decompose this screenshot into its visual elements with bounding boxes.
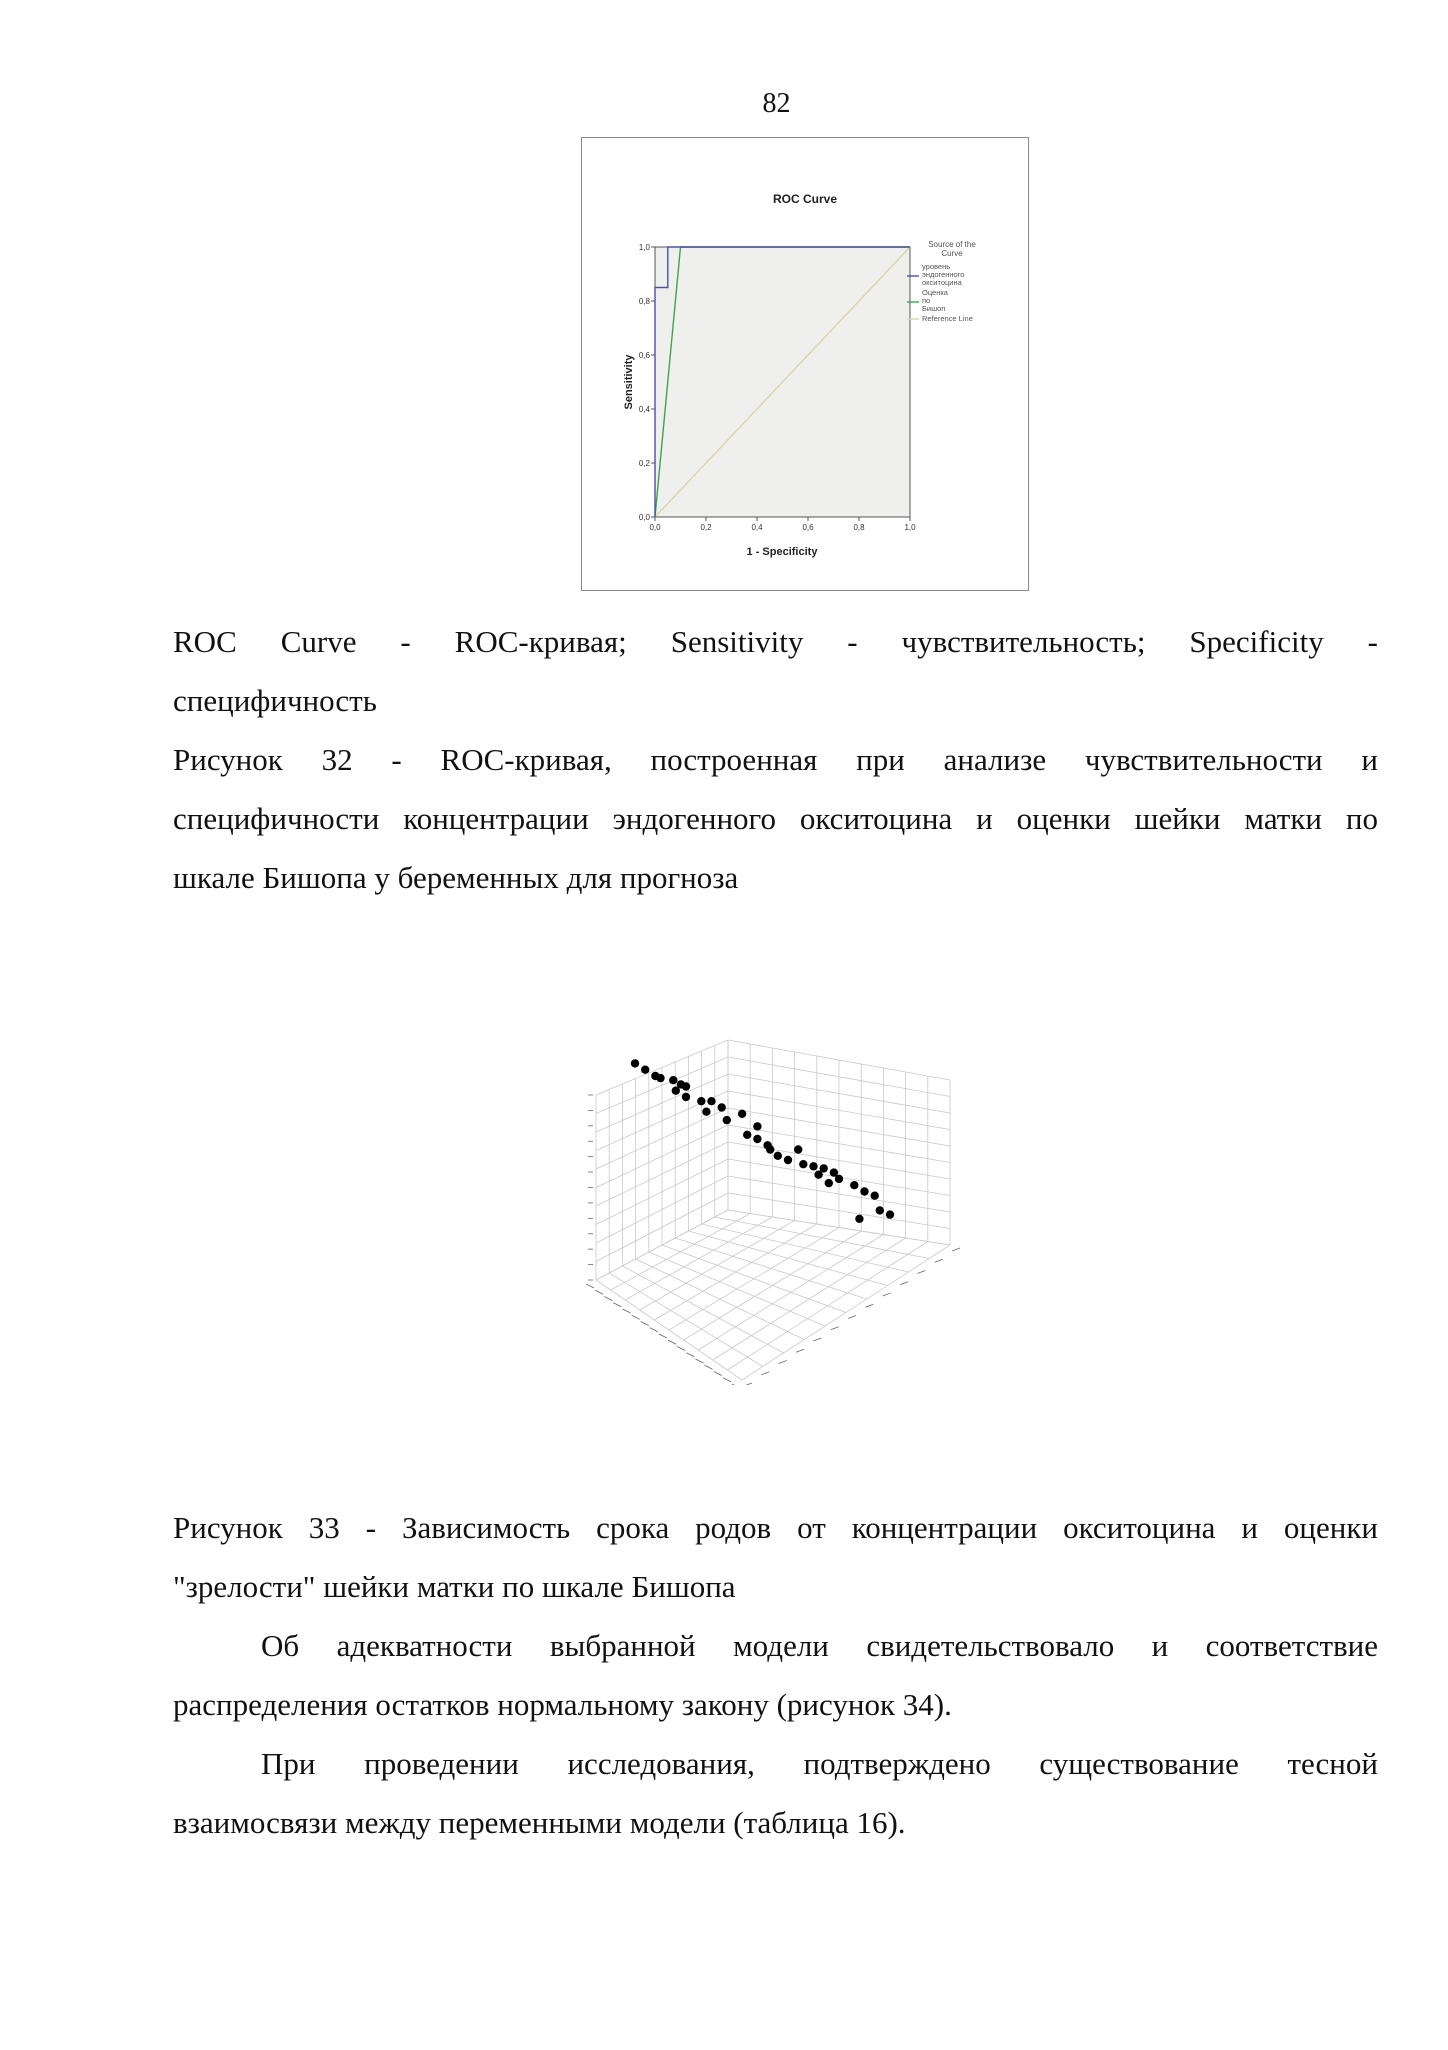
paragraph-line: При проведении исследования, подтверждено существование тесной	[261, 1746, 1378, 1781]
figure33-caption	[173, 1498, 1378, 1616]
caption-line: "зрелости" шейки матки по шкале Бишопа	[173, 1569, 736, 1604]
legend-item	[907, 262, 964, 287]
figure32-legend-text	[173, 612, 1378, 730]
legend-line: ROC Curve - ROC-кривая; Sensitivity - чувствительность; Specificity -	[173, 624, 1378, 659]
3d-grid	[596, 1040, 950, 1380]
scatter-point	[697, 1097, 705, 1105]
legend-label: окситоцина	[922, 278, 962, 287]
scatter-point	[672, 1087, 680, 1095]
x-axis-label: 1 - Specificity	[746, 546, 818, 558]
caption-line: шкале Бишопа у беременных для прогноза	[173, 860, 739, 895]
scatter-point	[702, 1108, 710, 1116]
scatter-point	[682, 1093, 690, 1101]
x-tick-label: 0,8	[853, 523, 865, 532]
y-tick-label: 0,2	[638, 459, 650, 468]
scatter-point	[641, 1066, 649, 1074]
y-tick	[761, 1372, 769, 1375]
legend-label: эндогенного	[922, 270, 965, 279]
legend-label: по	[922, 296, 931, 305]
scatter-point	[809, 1162, 817, 1170]
legend-title: Curve	[941, 249, 963, 258]
y-tick	[935, 1259, 943, 1262]
caption-line: Рисунок 32 - ROC-кривая, построенная при анализе чувствительности и	[173, 742, 1378, 777]
scatter-point	[871, 1192, 879, 1200]
scatter-point	[718, 1103, 726, 1111]
x-tick	[650, 1328, 658, 1332]
scatter-point	[860, 1187, 868, 1195]
legend-label: Бишоп	[922, 304, 946, 313]
x-tick-label: 0,0	[649, 523, 661, 532]
scatter-point	[656, 1074, 664, 1082]
scatter-point	[825, 1179, 833, 1187]
x-tick	[696, 1359, 704, 1363]
y-tick-label: 0,4	[638, 405, 650, 414]
scatter-point	[743, 1131, 751, 1139]
caption-line: специфичности концентрации эндогенного окситоцина и оценки шейки матки по	[173, 801, 1378, 836]
scatter-point	[631, 1059, 639, 1067]
x-tick	[686, 1353, 694, 1357]
grid-line	[742, 1245, 950, 1380]
legend-item	[907, 314, 973, 323]
x-tick	[677, 1347, 685, 1351]
x-tick-label: 0,6	[802, 523, 814, 532]
chart-title: ROC Curve	[772, 192, 838, 206]
scatter-point	[814, 1171, 822, 1179]
scatter-point	[723, 1116, 731, 1124]
scatter-point	[855, 1215, 863, 1223]
x-tick	[723, 1378, 731, 1382]
scatter-point	[784, 1156, 792, 1164]
y-tick-label: 0,8	[638, 297, 650, 306]
x-tick	[714, 1372, 722, 1376]
paragraph-line: распределения остатков нормальному закону (рисунок 34).	[173, 1687, 952, 1722]
scatter-point	[774, 1152, 782, 1160]
caption-line: Рисунок 33 - Зависимость срока родов от концентрации окситоцина и оценки	[173, 1510, 1378, 1545]
grid-line	[684, 1231, 862, 1340]
x-tick-label: 0,4	[751, 523, 763, 532]
x-tick	[623, 1309, 631, 1313]
scatter-point	[682, 1082, 690, 1090]
y-tick	[883, 1293, 891, 1296]
y-tick	[917, 1271, 925, 1274]
x-tick	[732, 1384, 740, 1385]
y-tick	[952, 1248, 960, 1251]
scatter-point	[766, 1145, 774, 1153]
scatter-point	[738, 1110, 746, 1118]
grid-line	[727, 1242, 927, 1371]
scatter-3d-chart	[560, 945, 960, 1385]
grid-line	[675, 1238, 867, 1299]
x-tick	[659, 1334, 667, 1338]
x-tick-label: 1,0	[904, 523, 916, 532]
x-tick	[668, 1340, 676, 1344]
legend-label: Reference Line	[922, 314, 973, 323]
y-tick	[813, 1338, 821, 1341]
body-paragraph-2	[173, 1734, 1378, 1852]
scatter-point	[707, 1097, 715, 1105]
x-tick	[586, 1284, 594, 1288]
y-tick-label: 0,6	[638, 351, 650, 360]
paragraph-line: взаимосвязи между переменными модели (таблица 16).	[173, 1805, 906, 1840]
page-number: 82	[762, 88, 791, 119]
grid-line	[688, 1231, 887, 1286]
x-tick-label: 0,2	[700, 523, 712, 532]
y-tick-label: 1,0	[638, 243, 650, 252]
x-tick	[641, 1322, 649, 1326]
y-tick	[744, 1383, 752, 1385]
x-tick	[613, 1303, 621, 1307]
y-tick	[865, 1304, 873, 1307]
grid-line	[713, 1238, 906, 1360]
legend-item	[907, 288, 949, 313]
roc-curve-figure	[581, 137, 1029, 591]
y-tick	[779, 1361, 787, 1364]
y-tick	[900, 1282, 908, 1285]
scatter-point	[886, 1210, 894, 1218]
x-tick	[705, 1365, 713, 1369]
y-axis-label: Sensitivity	[623, 354, 635, 410]
y-tick-label: 0,0	[638, 513, 650, 522]
scatter-point	[753, 1122, 761, 1130]
x-tick	[632, 1315, 640, 1319]
scatter-point	[669, 1076, 677, 1084]
scatter-point	[850, 1181, 858, 1189]
legend-line-2: специфичность	[173, 683, 377, 718]
figure32-caption	[173, 730, 1378, 907]
scatter-3d-figure	[560, 945, 960, 1385]
legend-title: Source of the	[928, 240, 976, 249]
roc-curve-chart	[582, 138, 1028, 590]
paragraph-line: Об адекватности выбранной модели свидетельствовало и соответствие	[261, 1628, 1378, 1663]
scatter-point	[876, 1206, 884, 1214]
legend-label: уровень	[922, 262, 951, 271]
x-tick	[595, 1290, 603, 1294]
scatter-point	[753, 1135, 761, 1143]
scatter-point	[794, 1145, 802, 1153]
scatter-point	[835, 1175, 843, 1183]
scatter-point	[799, 1160, 807, 1168]
legend	[907, 240, 976, 323]
x-tick	[604, 1297, 612, 1301]
body-paragraph-1	[173, 1616, 1378, 1734]
y-tick	[831, 1327, 839, 1330]
y-tick	[796, 1349, 804, 1352]
y-tick	[848, 1316, 856, 1319]
legend-label: Оценка	[922, 288, 948, 297]
